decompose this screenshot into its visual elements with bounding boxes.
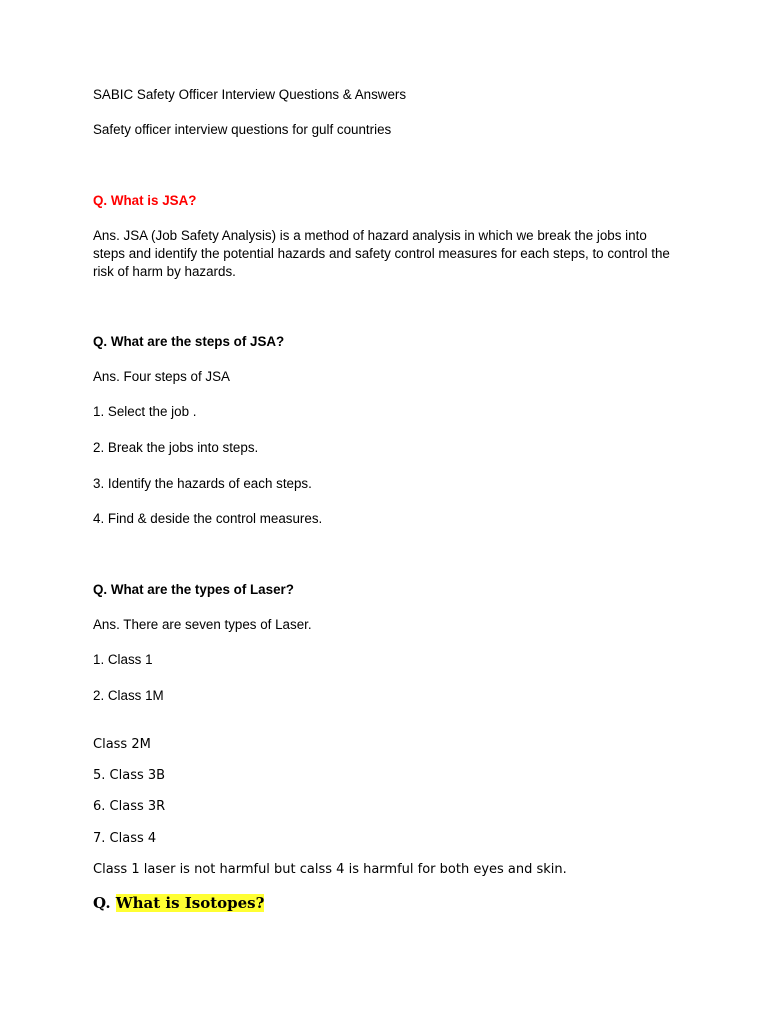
list-item: 6. Class 3R [93,799,166,814]
list-item: 7. Class 4 [93,831,157,846]
laser-harm-note: Class 1 laser is not harmful but calss 4 is harmful for both eyes and skin. [93,862,567,877]
list-item: 2. Class 1M [93,688,164,703]
answer-jsa-steps: Ans. Four steps of JSA [93,369,230,384]
document-title: SABIC Safety Officer Interview Questions & Answers [93,87,407,102]
list-item: 2. Break the jobs into steps. [93,440,259,455]
highlighted-question: What is Isotopes? [115,894,265,912]
list-item: 5. Class 3B [93,768,166,783]
document-subtitle: Safety officer interview questions for gulf countries [93,122,392,137]
answer-laser-types: Ans. There are seven types of Laser. [93,617,312,632]
list-item: 1. Class 1 [93,652,153,667]
question-jsa: Q. What is JSA? [93,193,197,208]
question-prefix: Q. [93,894,116,912]
list-item: Class 2M [93,737,151,752]
list-item: 1. Select the job . [93,404,197,419]
question-laser-types: Q. What are the types of Laser? [93,582,294,597]
question-isotopes [93,892,678,914]
list-item: 3. Identify the hazards of each steps. [93,476,312,491]
answer-jsa: Ans. JSA (Job Safety Analysis) is a method of hazard analysis in which we break the jobs into steps and identify the potential hazards and safety control measures for each steps, to control the risk of harm by hazards. [93,228,670,279]
question-jsa-steps: Q. What are the steps of JSA? [93,334,285,349]
list-item: 4. Find & deside the control measures. [93,511,323,526]
